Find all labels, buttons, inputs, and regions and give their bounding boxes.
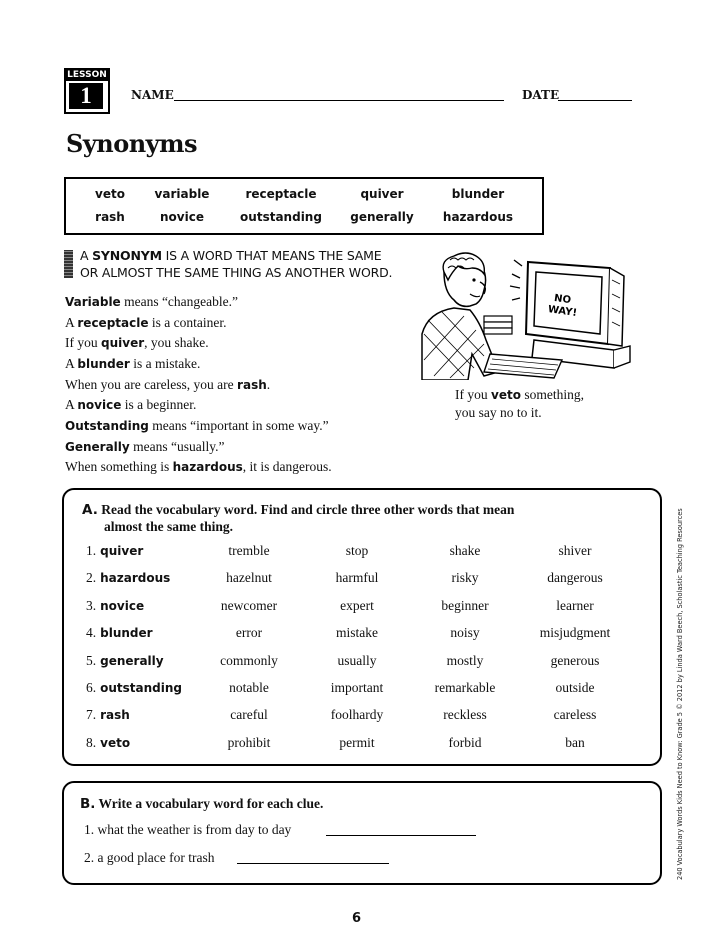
answer-choice[interactable]: dangerous (547, 570, 603, 585)
text: A (65, 397, 78, 412)
computer-user-illustration (414, 250, 636, 380)
section-b-instruction (80, 796, 323, 812)
answer-choice[interactable]: risky (451, 570, 479, 585)
word-bank (64, 177, 544, 235)
answer-choice[interactable]: generous (550, 653, 600, 668)
illustration-caption-line-2: you say no to it. (455, 405, 542, 420)
answer-choice[interactable]: ban (565, 735, 585, 750)
answer-choice[interactable]: notable (229, 680, 269, 695)
section-letter: B. (80, 796, 96, 812)
row-number: 4. (86, 625, 97, 640)
word-bank-item: veto (95, 187, 125, 201)
answer-choice[interactable]: forbid (448, 735, 482, 750)
clue-text: a good place for trash (97, 850, 215, 865)
answer-choice[interactable]: expert (340, 598, 374, 613)
name-field[interactable] (174, 100, 504, 101)
screen-text-2: WAY! (547, 304, 578, 320)
vocab-word: novice (77, 398, 122, 412)
row-number: 7. (86, 707, 97, 722)
word-bank-item: generally (350, 210, 414, 224)
vocab-row-word (86, 598, 144, 614)
text: If you (455, 387, 491, 402)
text: is a mistake. (129, 356, 201, 371)
page-number: 6 (352, 911, 362, 926)
section-a-instruction-line-1 (82, 502, 514, 518)
answer-choice[interactable]: newcomer (220, 598, 278, 613)
vocab-word: rash (100, 708, 130, 722)
vocab-word: generally (100, 654, 164, 668)
lesson-label: LESSON (67, 70, 107, 80)
row-number: 8. (86, 735, 97, 750)
vocab-word: receptacle (77, 316, 149, 330)
answer-choice[interactable]: shiver (558, 543, 592, 558)
definition-line (65, 377, 270, 393)
vocab-row-word (86, 570, 170, 586)
vocab-row-word (86, 735, 130, 751)
vocab-word: Generally (65, 440, 130, 454)
text: means “usually.” (129, 439, 225, 454)
text: is a beginner. (121, 397, 197, 412)
answer-choice[interactable]: remarkable (434, 680, 496, 695)
text: Write a vocabulary word for each clue. (95, 796, 324, 811)
clue-number: 2. (84, 850, 95, 865)
text: IS A WORD THAT MEANS THE SAME (161, 248, 382, 263)
vocab-word: Variable (65, 295, 121, 309)
date-label: DATE (522, 88, 560, 102)
vocab-word: quiver (100, 544, 144, 558)
text: A (65, 356, 78, 371)
row-number: 6. (86, 680, 97, 695)
answer-line-2[interactable] (237, 863, 389, 864)
clue-number: 1. (84, 822, 95, 837)
text: Read the vocabulary word. Find and circle three other words that mean (97, 502, 515, 517)
vocab-word: novice (100, 599, 145, 613)
answer-choice[interactable]: careful (230, 707, 268, 722)
answer-choice[interactable]: mostly (446, 653, 484, 668)
answer-line-1[interactable] (326, 835, 476, 836)
text: If you (65, 335, 101, 350)
text: , you shake. (144, 335, 209, 350)
definition-line (65, 335, 209, 351)
vocab-word: outstanding (100, 681, 183, 695)
synonym-definition-line-2: OR ALMOST THE SAME THING AS ANOTHER WORD. (80, 265, 393, 280)
word-bank-item: variable (154, 187, 210, 201)
row-number: 3. (86, 598, 97, 613)
definition-line (65, 397, 196, 413)
answer-choice[interactable]: usually (337, 653, 377, 668)
answer-choice[interactable]: stop (345, 543, 369, 558)
text: A (65, 315, 78, 330)
vocab-word: blunder (77, 357, 130, 371)
page-title: Synonyms (66, 129, 198, 158)
answer-choice[interactable]: noisy (450, 625, 480, 640)
word-bank-item: hazardous (442, 210, 514, 224)
answer-choice[interactable]: mistake (336, 625, 378, 640)
lesson-badge (64, 68, 110, 114)
vocab-row-word (86, 625, 153, 641)
text: . (266, 377, 271, 392)
word-bank-item: rash (95, 210, 125, 224)
section-a-instruction-line-2: almost the same thing. (104, 519, 233, 534)
clue-item (84, 850, 214, 866)
row-number: 2. (86, 570, 97, 585)
section-letter: A. (82, 502, 98, 518)
answer-choice[interactable]: beginner (441, 598, 489, 613)
answer-choice[interactable]: learner (556, 598, 594, 613)
definition-line (65, 294, 238, 310)
answer-choice[interactable]: outside (555, 680, 595, 695)
answer-choice[interactable]: commonly (220, 653, 278, 668)
answer-choice[interactable]: shake (449, 543, 481, 558)
vocab-word: veto (491, 388, 521, 402)
text: means “important in some way.” (148, 418, 329, 433)
synonym-term: SYNONYM (92, 248, 162, 263)
answer-choice[interactable]: careless (553, 707, 597, 722)
text: something, (520, 387, 584, 402)
answer-choice[interactable]: misjudgment (539, 625, 611, 640)
vocab-word: quiver (101, 336, 145, 350)
date-field[interactable] (558, 100, 632, 101)
vocab-row-word (86, 680, 182, 696)
definition-line (65, 459, 332, 475)
word-bank-item: outstanding (240, 210, 322, 224)
clue-text: what the weather is from day to day (97, 822, 292, 837)
synonym-definition-line-1 (80, 248, 381, 263)
word-bank-item: blunder (451, 187, 505, 201)
vocab-word: hazardous (100, 571, 171, 585)
vocab-row-word (86, 543, 143, 559)
clue-item (84, 822, 291, 838)
vocab-word: hazardous (172, 460, 243, 474)
answer-choice[interactable]: foolhardy (330, 707, 384, 722)
vocab-word: Outstanding (65, 419, 149, 433)
answer-choice[interactable]: harmful (335, 570, 379, 585)
section-marker (64, 250, 73, 278)
row-number: 1. (86, 543, 97, 558)
text: A (80, 248, 93, 263)
vocab-word: veto (100, 736, 131, 750)
row-number: 5. (86, 653, 97, 668)
text: When you are careless, you are (65, 377, 238, 392)
answer-choice[interactable]: reckless (443, 707, 487, 722)
word-bank-item: quiver (360, 187, 404, 201)
text: means “changeable.” (120, 294, 239, 309)
text: , it is dangerous. (242, 459, 332, 474)
vocab-word: blunder (100, 626, 153, 640)
answer-choice[interactable]: hazelnut (226, 570, 272, 585)
definition-line (65, 418, 329, 434)
word-bank-item: novice (160, 210, 204, 224)
answer-choice[interactable]: tremble (228, 543, 270, 558)
screen-text-1: NO (553, 292, 572, 307)
name-label: NAME (131, 88, 174, 102)
lesson-number: 1 (69, 83, 103, 109)
illustration-caption-line-1 (455, 387, 584, 403)
definition-line (65, 315, 226, 331)
definition-line (65, 356, 200, 372)
word-bank-item: receptacle (245, 187, 317, 201)
vocab-word: rash (237, 378, 267, 392)
answer-choice[interactable]: error (235, 625, 263, 640)
vocab-row-word (86, 707, 130, 723)
text: When something is (65, 459, 173, 474)
definition-line (65, 439, 224, 455)
answer-choice[interactable]: prohibit (227, 735, 271, 750)
answer-choice[interactable]: important (330, 680, 384, 695)
text: is a container. (148, 315, 227, 330)
vocab-row-word (86, 653, 164, 669)
answer-choice[interactable]: permit (339, 735, 375, 750)
copyright-credit: 240 Vocabulary Words Kids Need to Know: Grade 5 © 2012 by Linda Ward Beech, Scholastic Teaching Resources (676, 508, 684, 880)
